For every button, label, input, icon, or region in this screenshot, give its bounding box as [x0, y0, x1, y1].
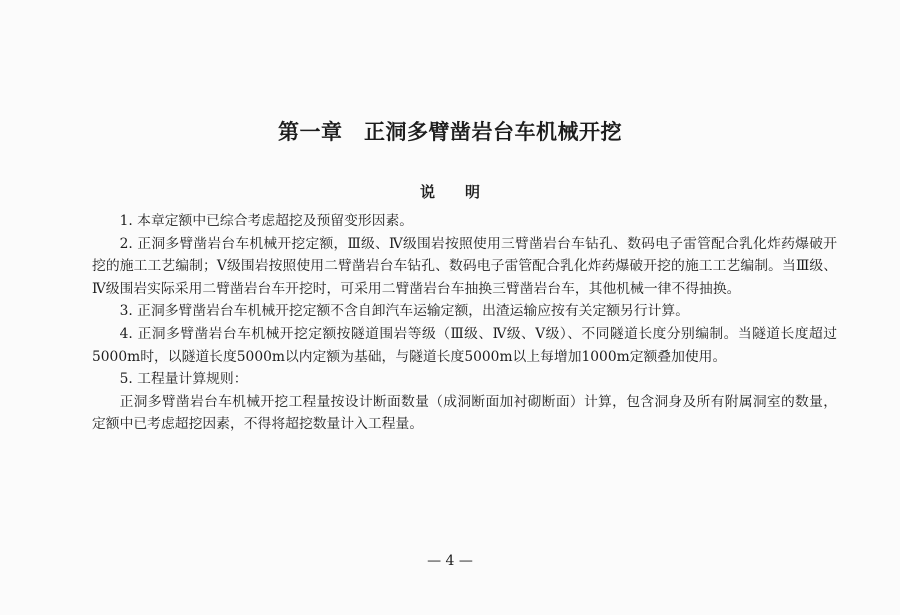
paragraph: 正洞多臂凿岩台车机械开挖工程量按设计断面数量（成洞断面加衬砌断面）计算，包含洞身及所有附属洞室的数量，定额中已考虑超挖因素，不得将超挖数量计入工程量。 — [92, 393, 837, 433]
paragraph: 3. 正洞多臂凿岩台车机械开挖定额不含自卸汽车运输定额，出渣运输应按有关定额另行计算。 — [119, 303, 690, 320]
paragraph: 2. 正洞多臂凿岩台车机械开挖定额，Ⅲ级、Ⅳ级围岩按照使用三臂凿岩台车钻孔、数码电子雷管配合乳化炸药爆破开挖的施工工艺编制；Ⅴ级围岩按照使用二臂凿岩台车钻孔、数码电子雷管配合乳化炸药爆破开挖的施工工艺编制。当Ⅲ级、Ⅳ级围岩实际采用二臂凿岩台车开挖时，可采用二臂凿岩台车抽换三臂凿岩台车，其他机械一律不得抽换。 — [92, 235, 837, 297]
paragraph: 5. 工程量计算规则： — [119, 371, 248, 388]
chapter-title: 第一章 正洞多臂凿岩台车机械开挖 — [278, 119, 622, 144]
paragraph: 1. 本章定额中已综合考虑超挖及预留变形因素。 — [119, 213, 414, 229]
paragraph: 4. 正洞多臂凿岩台车机械开挖定额按隧道围岩等级（Ⅲ级、Ⅳ级、Ⅴ级）、不同隧道长度分别编制。当隧道长度超过5000m时，以隧道长度5000m以内定额为基础，与隧道长度5000m以上每增加1000m定额叠加使用。 — [92, 325, 837, 365]
page-number: — 4 — — [427, 553, 473, 569]
body-text — [92, 210, 837, 436]
section-heading: 说 明 — [419, 183, 480, 201]
